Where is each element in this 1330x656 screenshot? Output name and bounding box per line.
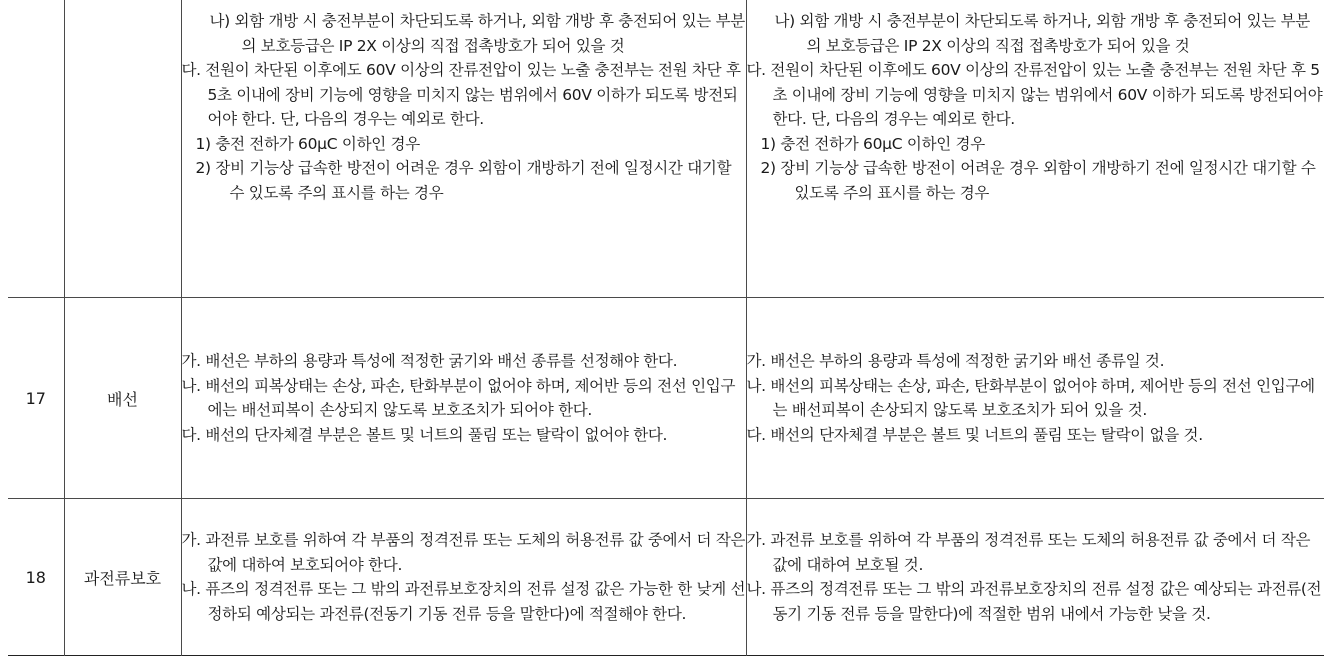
regulation-comparison-table bbox=[8, 0, 1324, 656]
row-item: 과전류보호 bbox=[64, 499, 181, 656]
clause: 1) 충전 전하가 60μC 이하인 경우 bbox=[760, 134, 985, 153]
clause: 1) 충전 전하가 60μC 이하인 경우 bbox=[195, 134, 420, 153]
clause: 다. 배선의 단자체결 부분은 볼트 및 너트의 풀림 또는 탈락이 없을 것. bbox=[746, 425, 1203, 444]
clause: 나. 퓨즈의 정격전류 또는 그 밖의 과전류보호장치의 전류 설정 값은 예상되는 과전류(전동기 기동 전류 등을 말한다)에 적절한 범위 내에서 가능한 낮을 것. bbox=[746, 580, 1322, 623]
clause: 2) 장비 기능상 급속한 방전이 어려운 경우 외함이 개방하기 전에 일정시간 대기할 수 있도록 주의 표시를 하는 경우 bbox=[195, 159, 732, 202]
row-number: 17 bbox=[25, 388, 46, 408]
clause: 나. 배선의 피복상태는 손상, 파손, 탄화부분이 없어야 하며, 제어반 등의 전선 인입구에는 배선피복이 손상되지 않도록 보호조치가 되어 있을 것. bbox=[746, 376, 1315, 419]
clause: 나. 퓨즈의 정격전류 또는 그 밖의 과전류보호장치의 전류 설정 값은 가능한 한 낮게 선정하되 예상되는 과전류(전동기 기동 전류 등을 말한다)에 적절해야 한다. bbox=[181, 580, 746, 623]
row-number bbox=[8, 0, 64, 298]
left-column-cell bbox=[181, 298, 746, 499]
table-row bbox=[8, 0, 1324, 298]
row-item bbox=[64, 0, 181, 298]
clause: 가. 과전류 보호를 위하여 각 부품의 정격전류 또는 도체의 허용전류 값 중에서 더 작은 값에 대하여 보호되어야 한다. bbox=[181, 531, 746, 574]
clause: 나) 외함 개방 시 충전부분이 차단되도록 하거나, 외함 개방 후 충전되어 있는 부분의 보호등급은 IP 2X 이상의 직접 접촉방호가 되어 있을 것 bbox=[774, 12, 1310, 55]
clause: 나. 배선의 피복상태는 손상, 파손, 탄화부분이 없어야 하며, 제어반 등의 전선 인입구에는 배선피복이 손상되지 않도록 보호조치가 되어야 한다. bbox=[181, 376, 736, 419]
row-number: 18 bbox=[25, 567, 46, 587]
clause: 나) 외함 개방 시 충전부분이 차단되도록 하거나, 외함 개방 후 충전되어 있는 부분의 보호등급은 IP 2X 이상의 직접 접촉방호가 되어 있을 것 bbox=[209, 12, 745, 55]
right-column-cell bbox=[746, 298, 1324, 499]
clause: 다. 전원이 차단된 이후에도 60V 이상의 잔류전압이 있는 노출 충전부는 전원 차단 후 5초 이내에 장비 기능에 영향을 미치지 않는 범위에서 60V 이하가 되도록 방전되어야 한다. 단, 다음의 경우는 예외로 한다. bbox=[746, 61, 1323, 128]
table-row bbox=[8, 499, 1324, 656]
clause: 가. 과전류 보호를 위하여 각 부품의 정격전류 또는 도체의 허용전류 값 중에서 더 작은 값에 대하여 보호될 것. bbox=[746, 531, 1311, 574]
left-column-cell bbox=[181, 0, 746, 298]
clause: 다. 배선의 단자체결 부분은 볼트 및 너트의 풀림 또는 탈락이 없어야 한다. bbox=[181, 425, 668, 444]
right-column-cell bbox=[746, 0, 1324, 298]
left-column-cell bbox=[181, 499, 746, 656]
clause: 가. 배선은 부하의 용량과 특성에 적정한 굵기와 배선 종류를 선정해야 한다. bbox=[181, 352, 678, 370]
row-item: 배선 bbox=[64, 298, 181, 499]
table-row bbox=[8, 298, 1324, 499]
clause: 다. 전원이 차단된 이후에도 60V 이상의 잔류전압이 있는 노출 충전부는 전원 차단 후 5초 이내에 장비 기능에 영향을 미치지 않는 범위에서 60V 이하가 되도록 방전되어야 한다. 단, 다음의 경우는 예외로 한다. bbox=[181, 61, 741, 128]
clause: 2) 장비 기능상 급속한 방전이 어려운 경우 외함이 개방하기 전에 일정시간 대기할 수 있도록 주의 표시를 하는 경우 bbox=[760, 159, 1316, 202]
right-column-cell bbox=[746, 499, 1324, 656]
clause: 가. 배선은 부하의 용량과 특성에 적정한 굵기와 배선 종류일 것. bbox=[746, 352, 1165, 370]
